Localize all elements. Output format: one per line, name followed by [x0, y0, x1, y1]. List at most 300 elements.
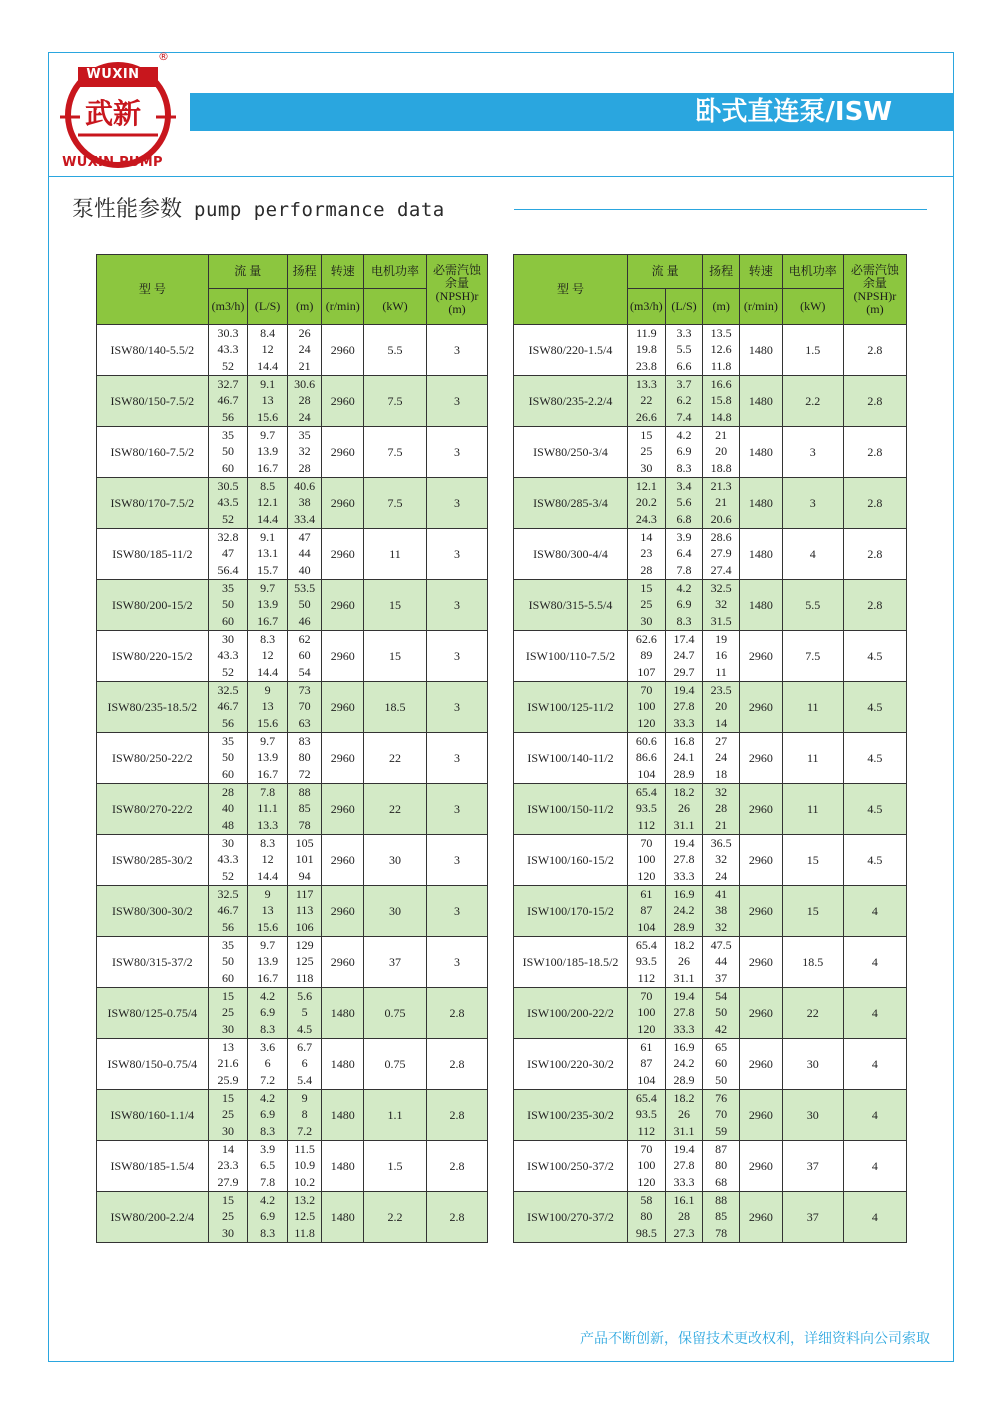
cell-head-value: 50 [715, 1005, 728, 1020]
cell-flow-m3h-value: 14 [222, 1142, 234, 1157]
cell-npsh: 3 [427, 529, 488, 580]
section-title-cn: 泵性能参数 [72, 197, 183, 222]
cell-speed: 2960 [739, 784, 782, 835]
cell-speed: 2960 [739, 682, 782, 733]
cell-speed: 2960 [739, 937, 782, 988]
cell-head [703, 1192, 740, 1243]
cell-head-value: 15.8 [710, 393, 732, 408]
col-header-speed: 转速 [322, 255, 364, 289]
cell-head-value: 11.8 [710, 358, 732, 373]
cell-flow-m3h-value: 14 [640, 530, 653, 545]
cell-flow-m3h-value: 47 [222, 546, 234, 561]
cell-power: 15 [364, 580, 427, 631]
cell-speed: 2960 [322, 529, 364, 580]
cell-head [703, 580, 740, 631]
cell-head-value: 85 [715, 1209, 728, 1224]
cell-flow-m3h-value: 50 [222, 444, 234, 459]
cell-flow-m3h-value: 43.3 [217, 342, 239, 357]
cell-flow-m3h [628, 988, 666, 1039]
cell-flow-ls-value: 27.8 [673, 1158, 695, 1173]
cell-flow-ls [248, 529, 288, 580]
cell-flow-m3h-value: 58 [640, 1193, 653, 1208]
cell-flow-ls-value: 31.1 [673, 970, 695, 985]
cell-flow-m3h [208, 1141, 248, 1192]
cell-flow-ls-value: 19.4 [673, 836, 695, 851]
cell-flow-m3h-value: 52 [222, 868, 234, 883]
cell-power: 3 [782, 427, 843, 478]
cell-head-value: 20 [715, 444, 728, 459]
cell-flow-m3h-value: 32.5 [217, 683, 239, 698]
cell-flow-ls [665, 886, 703, 937]
cell-flow-ls-value: 27.8 [673, 699, 695, 714]
cell-flow-ls-value: 7.8 [260, 1174, 276, 1189]
cell-npsh: 2.8 [843, 427, 906, 478]
cell-flow-ls-value: 9.1 [260, 377, 276, 392]
cell-head-value: 50 [298, 597, 311, 612]
cell-model: ISW80/315-37/2 [97, 937, 209, 988]
cell-model: ISW80/150-0.75/4 [97, 1039, 209, 1090]
cell-model: ISW80/160-1.1/4 [97, 1090, 209, 1141]
cell-flow-m3h [208, 1192, 248, 1243]
cell-flow-ls [248, 1039, 288, 1090]
cell-flow-m3h-value: 35 [222, 581, 234, 596]
cell-flow-ls-value: 6.9 [260, 1005, 276, 1020]
cell-flow-ls-value: 12.1 [257, 495, 279, 510]
cell-flow-m3h-value: 46.7 [217, 393, 239, 408]
cell-flow-ls-value: 29.7 [673, 664, 695, 679]
cell-flow-ls [248, 835, 288, 886]
cell-flow-m3h-value: 87 [640, 903, 653, 918]
cell-head-value: 28 [298, 460, 311, 475]
cell-power: 30 [364, 835, 427, 886]
cell-power: 4 [782, 529, 843, 580]
cell-flow-ls-value: 24.2 [673, 1056, 695, 1071]
cell-power: 7.5 [364, 478, 427, 529]
cell-flow-ls-value: 8.3 [260, 1123, 276, 1138]
cell-power: 18.5 [364, 682, 427, 733]
cell-flow-m3h-value: 35 [222, 428, 234, 443]
cell-flow-m3h [628, 631, 666, 682]
cell-flow-ls-value: 3.6 [260, 1040, 276, 1055]
cell-flow-ls-value: 8.3 [260, 632, 276, 647]
cell-flow-m3h [628, 682, 666, 733]
cell-head-value: 59 [715, 1123, 728, 1138]
cell-speed: 2960 [739, 1192, 782, 1243]
table-row [514, 988, 907, 1039]
cell-flow-ls-value: 9 [264, 887, 271, 902]
cell-flow-m3h-value: 15 [222, 989, 234, 1004]
cell-flow-m3h-value: 52 [222, 511, 234, 526]
cell-flow-ls-value: 16.7 [257, 460, 279, 475]
cell-flow-ls-value: 9.7 [260, 581, 276, 596]
cell-speed: 2960 [739, 1090, 782, 1141]
cell-model: ISW100/185-18.5/2 [514, 937, 628, 988]
cell-head-value: 32.5 [710, 581, 732, 596]
cell-model: ISW80/200-2.2/4 [97, 1192, 209, 1243]
cell-model: ISW80/235-18.5/2 [97, 682, 209, 733]
cell-speed: 2960 [322, 631, 364, 682]
cell-npsh: 4 [843, 1192, 906, 1243]
cell-flow-m3h-value: 27.9 [217, 1174, 239, 1189]
cell-head-value: 87 [715, 1142, 728, 1157]
cell-flow-ls-value: 6.4 [676, 546, 692, 561]
col-header-power: 电机功率 [782, 255, 843, 289]
table-row [97, 988, 488, 1039]
cell-flow-m3h [628, 1192, 666, 1243]
performance-table-right [513, 254, 907, 1243]
cell-flow-m3h-value: 26.6 [635, 409, 657, 424]
logo-brand-top: WUXIN [86, 67, 140, 82]
cell-head [287, 1039, 322, 1090]
cell-flow-ls-value: 8.3 [260, 836, 276, 851]
cell-flow-ls-value: 12 [261, 648, 274, 663]
cell-model: ISW100/170-15/2 [514, 886, 628, 937]
cell-model: ISW80/185-1.5/4 [97, 1141, 209, 1192]
cell-flow-m3h [628, 784, 666, 835]
cell-flow-m3h-value: 52 [222, 664, 234, 679]
cell-head-value: 16 [715, 648, 728, 663]
cell-flow-ls-value: 6.8 [676, 511, 692, 526]
cell-head-value: 21 [715, 817, 728, 832]
cell-flow-ls [665, 988, 703, 1039]
cell-flow-m3h [208, 733, 248, 784]
cell-power: 1.5 [782, 325, 843, 376]
cell-head-value: 32 [715, 785, 728, 800]
cell-head [287, 376, 322, 427]
cell-flow-m3h [208, 478, 248, 529]
col-header-speed-unit: (r/min) [739, 289, 782, 325]
cell-npsh: 3 [427, 784, 488, 835]
cell-flow-ls [248, 631, 288, 682]
cell-head-value: 38 [715, 903, 728, 918]
cell-npsh: 4 [843, 1090, 906, 1141]
cell-flow-ls [248, 682, 288, 733]
cell-flow-m3h-value: 86.6 [635, 750, 657, 765]
cell-head [703, 1039, 740, 1090]
cell-flow-m3h-value: 120 [637, 1174, 656, 1189]
cell-flow-m3h [628, 529, 666, 580]
cell-head-value: 118 [295, 970, 314, 985]
cell-flow-m3h-value: 56 [222, 919, 234, 934]
cell-flow-ls-value: 7.8 [676, 562, 692, 577]
cell-head [703, 937, 740, 988]
cell-flow-ls-value: 14.4 [257, 358, 279, 373]
cell-head [287, 835, 322, 886]
cell-flow-ls-value: 14.4 [257, 664, 279, 679]
cell-power: 18.5 [782, 937, 843, 988]
cell-power: 37 [782, 1141, 843, 1192]
cell-flow-m3h-value: 30 [640, 613, 653, 628]
cell-power: 2.2 [364, 1192, 427, 1243]
cell-flow-m3h-value: 43.3 [217, 852, 239, 867]
cell-flow-m3h-value: 30 [222, 632, 234, 647]
cell-head-value: 70 [715, 1107, 728, 1122]
cell-flow-ls-value: 12 [261, 852, 274, 867]
cell-flow-m3h-value: 104 [637, 766, 656, 781]
cell-speed: 2960 [322, 886, 364, 937]
table-row [97, 325, 488, 376]
cell-flow-ls-value: 12 [261, 342, 274, 357]
cell-speed: 1480 [739, 478, 782, 529]
cell-npsh: 2.8 [427, 1141, 488, 1192]
cell-flow-ls-value: 4.2 [260, 989, 276, 1004]
col-header-flow-ls: (L/S) [665, 289, 703, 325]
cell-model: ISW80/300-30/2 [97, 886, 209, 937]
cell-head [287, 580, 322, 631]
cell-flow-ls-value: 28.9 [673, 919, 695, 934]
cell-speed: 2960 [739, 1039, 782, 1090]
cell-flow-ls-value: 7.2 [260, 1072, 276, 1087]
cell-flow-m3h-value: 98.5 [635, 1225, 657, 1240]
cell-model: ISW100/160-15/2 [514, 835, 628, 886]
cell-head [287, 478, 322, 529]
cell-npsh: 3 [427, 937, 488, 988]
cell-head-value: 27.9 [710, 546, 732, 561]
col-header-head-unit: (m) [703, 289, 740, 325]
cell-flow-ls-value: 31.1 [673, 1123, 695, 1138]
cell-speed: 2960 [739, 988, 782, 1039]
cell-head-value: 125 [295, 954, 314, 969]
col-header-npsh [427, 255, 488, 325]
cell-model: ISW80/235-2.2/4 [514, 376, 628, 427]
cell-model: ISW80/250-22/2 [97, 733, 209, 784]
cell-flow-ls-value: 6.6 [676, 358, 692, 373]
cell-flow-m3h-value: 48 [222, 817, 234, 832]
cell-flow-m3h [208, 427, 248, 478]
cell-flow-ls-value: 9.7 [260, 734, 276, 749]
cell-flow-m3h [208, 529, 248, 580]
cell-flow-m3h-value: 15 [222, 1193, 234, 1208]
cell-model: ISW80/140-5.5/2 [97, 325, 209, 376]
cell-head-value: 94 [298, 868, 311, 883]
cell-speed: 2960 [322, 478, 364, 529]
cell-flow-ls-value: 3.7 [676, 377, 692, 392]
table-row [97, 835, 488, 886]
cell-flow-m3h-value: 93.5 [635, 954, 657, 969]
cell-speed: 2960 [322, 835, 364, 886]
cell-npsh: 2.8 [843, 478, 906, 529]
cell-flow-ls-value: 31.1 [673, 817, 695, 832]
cell-flow-ls [248, 1141, 288, 1192]
cell-head [703, 325, 740, 376]
col-header-head: 扬程 [703, 255, 740, 289]
cell-flow-m3h-value: 13.3 [635, 377, 657, 392]
cell-speed: 2960 [739, 835, 782, 886]
table-row [514, 1090, 907, 1141]
cell-head-value: 80 [715, 1158, 728, 1173]
cell-head-value: 24 [715, 750, 728, 765]
cell-head-value: 5 [301, 1005, 308, 1020]
table-row [514, 886, 907, 937]
cell-model: ISW80/220-15/2 [97, 631, 209, 682]
table-row [97, 427, 488, 478]
cell-flow-m3h-value: 32.5 [217, 887, 239, 902]
cell-flow-m3h-value: 107 [637, 664, 656, 679]
cell-flow-ls [665, 733, 703, 784]
cell-flow-m3h [208, 376, 248, 427]
cell-power: 11 [782, 784, 843, 835]
cell-flow-m3h [628, 1141, 666, 1192]
cell-speed: 2960 [739, 733, 782, 784]
cell-npsh: 2.8 [843, 376, 906, 427]
cell-speed: 1480 [739, 376, 782, 427]
cell-flow-ls [665, 1039, 703, 1090]
cell-head-value: 68 [715, 1174, 728, 1189]
cell-head [703, 886, 740, 937]
table-body-right [514, 325, 907, 1243]
cell-flow-m3h [208, 1039, 248, 1090]
cell-speed: 2960 [322, 427, 364, 478]
col-header-flow-ls: (L/S) [248, 289, 288, 325]
cell-flow-ls-value: 33.3 [673, 715, 695, 730]
cell-head-value: 24 [298, 409, 311, 424]
cell-flow-ls [665, 682, 703, 733]
cell-npsh: 4 [843, 886, 906, 937]
cell-flow-m3h-value: 100 [637, 1158, 656, 1173]
cell-flow-ls-value: 26 [678, 1107, 690, 1122]
cell-model: ISW80/315-5.5/4 [514, 580, 628, 631]
table-row [97, 1090, 488, 1141]
cell-head-value: 80 [298, 750, 311, 765]
header-divider [48, 176, 954, 177]
cell-power: 11 [364, 529, 427, 580]
cell-head-value: 11 [715, 664, 727, 679]
cell-flow-ls [248, 733, 288, 784]
cell-flow-ls-value: 13.3 [257, 817, 279, 832]
cell-flow-ls-value: 8.3 [260, 1225, 276, 1240]
cell-flow-ls-value: 7.8 [260, 785, 276, 800]
table-row [97, 733, 488, 784]
cell-flow-ls-value: 9.1 [260, 530, 276, 545]
col-header-npsh [843, 255, 906, 325]
cell-flow-m3h-value: 20.2 [635, 495, 657, 510]
table-row [514, 478, 907, 529]
cell-npsh: 4 [843, 988, 906, 1039]
cell-flow-ls [248, 988, 288, 1039]
cell-model: ISW100/250-37/2 [514, 1141, 628, 1192]
col-header-head: 扬程 [287, 255, 322, 289]
cell-flow-m3h [208, 1090, 248, 1141]
cell-flow-m3h [628, 427, 666, 478]
table-row [97, 529, 488, 580]
cell-flow-ls-value: 15.6 [257, 715, 279, 730]
cell-flow-ls-value: 28 [678, 1209, 690, 1224]
cell-head [287, 1141, 322, 1192]
cell-flow-ls-value: 4.2 [676, 581, 692, 596]
cell-flow-m3h-value: 93.5 [635, 801, 657, 816]
cell-flow-m3h [628, 325, 666, 376]
col-header-power-unit: (kW) [782, 289, 843, 325]
cell-flow-ls-value: 7.4 [676, 409, 692, 424]
cell-head-value: 5.4 [297, 1072, 313, 1087]
table-row [97, 1141, 488, 1192]
cell-flow-m3h-value: 120 [637, 1021, 656, 1036]
cell-npsh: 3 [427, 580, 488, 631]
cell-head-value: 23.5 [710, 683, 732, 698]
cell-power: 5.5 [364, 325, 427, 376]
cell-head-value: 11.5 [294, 1142, 315, 1157]
cell-head-value: 35 [298, 428, 311, 443]
cell-npsh: 4.5 [843, 733, 906, 784]
cell-flow-ls-value: 24.7 [673, 648, 695, 663]
logo-brand-bottom: WUXIN PUMP [62, 155, 163, 170]
cell-flow-ls-value: 6.9 [260, 1107, 276, 1122]
cell-speed: 2960 [739, 886, 782, 937]
cell-flow-m3h-value: 100 [637, 699, 656, 714]
cell-head [287, 988, 322, 1039]
cell-head-value: 113 [295, 903, 314, 918]
col-header-model: 型 号 [97, 255, 209, 325]
cell-head-value: 4.5 [297, 1021, 313, 1036]
col-header-head-unit: (m) [287, 289, 322, 325]
cell-flow-ls-value: 3.3 [676, 326, 692, 341]
cell-npsh: 4 [843, 1141, 906, 1192]
table-row [97, 682, 488, 733]
cell-head-value: 36.5 [710, 836, 732, 851]
cell-head-value: 28 [715, 801, 728, 816]
cell-flow-m3h-value: 70 [640, 1142, 653, 1157]
table-row [514, 1192, 907, 1243]
cell-flow-m3h-value: 25 [640, 597, 653, 612]
cell-head-value: 10.9 [294, 1158, 316, 1173]
cell-flow-m3h-value: 46.7 [217, 903, 239, 918]
cell-head-value: 44 [298, 546, 311, 561]
cell-head-value: 42 [715, 1021, 728, 1036]
cell-flow-m3h-value: 21.6 [217, 1056, 239, 1071]
cell-speed: 2960 [322, 325, 364, 376]
table-row [514, 580, 907, 631]
cell-flow-ls-value: 28.9 [673, 1072, 695, 1087]
cell-flow-m3h-value: 15 [640, 428, 653, 443]
cell-head-value: 78 [715, 1225, 728, 1240]
cell-head [703, 988, 740, 1039]
cell-speed: 1480 [322, 1141, 364, 1192]
cell-head-value: 105 [295, 836, 314, 851]
cell-head-value: 6.7 [297, 1040, 313, 1055]
npsh-unit: (NPSH)r (m) [853, 288, 897, 316]
cell-head [287, 325, 322, 376]
cell-head-value: 54 [298, 664, 311, 679]
cell-flow-ls [665, 631, 703, 682]
cell-speed: 2960 [322, 784, 364, 835]
cell-head-value: 12.6 [710, 342, 732, 357]
cell-head-value: 16.6 [710, 377, 732, 392]
cell-flow-m3h-value: 30.3 [217, 326, 239, 341]
cell-head-value: 21 [298, 358, 311, 373]
cell-head-value: 38 [298, 495, 311, 510]
cell-flow-m3h-value: 23.3 [217, 1158, 239, 1173]
cell-flow-m3h-value: 52 [222, 358, 234, 373]
cell-flow-m3h [208, 784, 248, 835]
cell-flow-ls-value: 26 [678, 801, 690, 816]
table-row [514, 835, 907, 886]
table-row [514, 682, 907, 733]
cell-npsh: 4 [843, 1039, 906, 1090]
table-row [514, 529, 907, 580]
cell-flow-m3h [208, 682, 248, 733]
cell-head-value: 62 [298, 632, 311, 647]
cell-flow-ls-value: 14.4 [257, 868, 279, 883]
cell-head-value: 37 [715, 970, 728, 985]
cell-flow-m3h [208, 886, 248, 937]
cell-flow-ls-value: 9.7 [260, 428, 276, 443]
cell-flow-m3h [208, 988, 248, 1039]
cell-flow-m3h-value: 56 [222, 409, 234, 424]
cell-flow-m3h-value: 70 [640, 836, 653, 851]
cell-flow-ls-value: 28.9 [673, 766, 695, 781]
cell-head [703, 682, 740, 733]
cell-head-value: 7.2 [297, 1123, 313, 1138]
